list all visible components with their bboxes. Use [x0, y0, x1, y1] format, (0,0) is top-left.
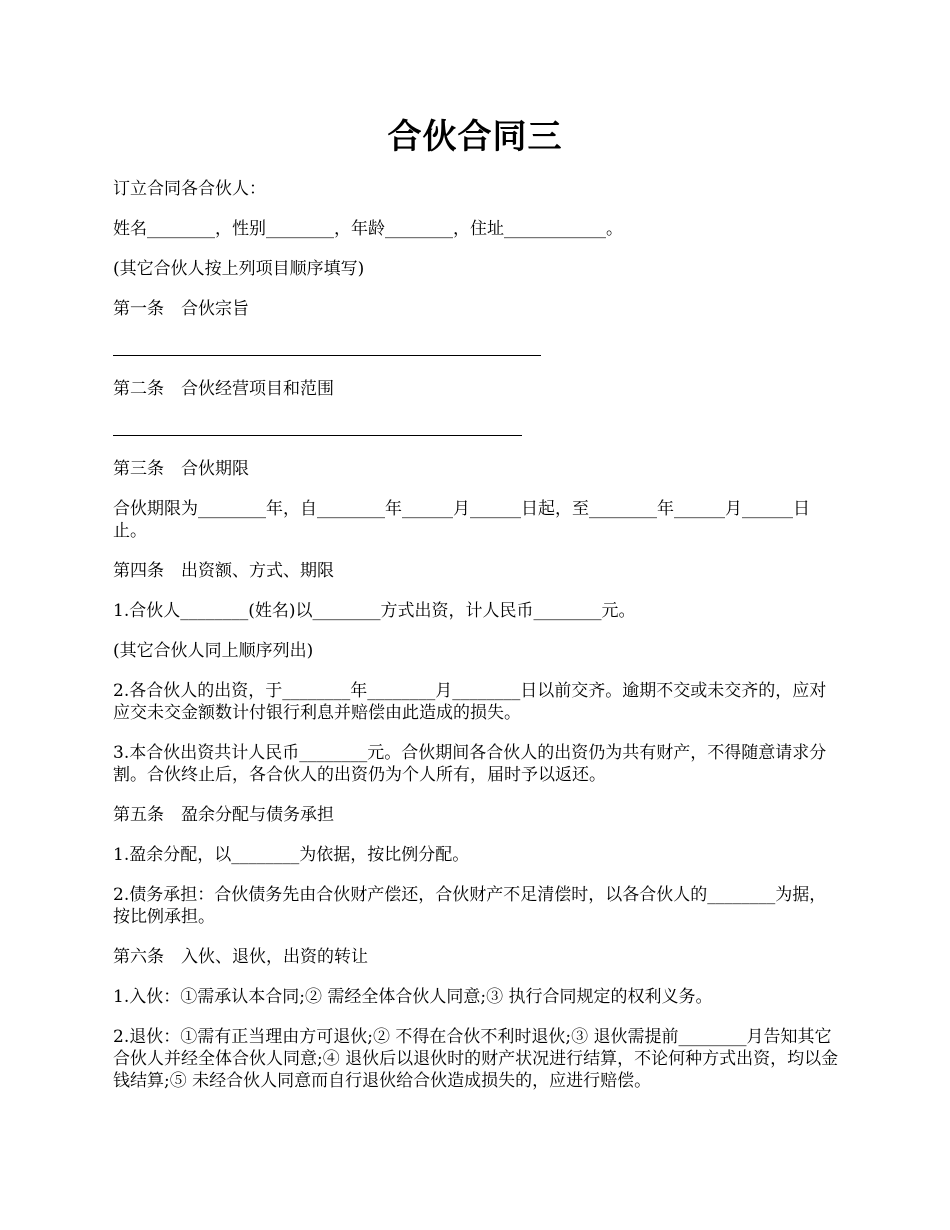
article-3-heading: 第三条 合伙期限	[113, 459, 249, 479]
joining-clause: 1.入伙：①需承认本合同;② 需经全体合伙人同意;③ 执行合同规定的权利义务。	[113, 987, 713, 1007]
party-info-line: 姓名________，性别________，年龄________，住址____________。	[113, 219, 623, 239]
article-2-blank-line	[113, 418, 840, 440]
document-title: 合伙合同三	[387, 117, 563, 157]
article-4-heading: 第四条 出资额、方式、期限	[113, 561, 334, 581]
document-body	[113, 178, 840, 1110]
debt-liability-clause: 2.债务承担：合伙债务先由合伙财产偿还，合伙财产不足清偿时，以各合伙人的________为据，按比例承担。	[113, 885, 827, 927]
other-partners-note: (其它合伙人按上列项目顺序填写)	[113, 259, 365, 279]
article-2-heading: 第二条 合伙经营项目和范围	[113, 379, 334, 399]
contribution-note: (其它合伙人同上顺序列出)	[113, 641, 314, 661]
article-1-blank-line	[113, 338, 840, 360]
article-5-heading: 第五条 盈余分配与债务承担	[113, 805, 334, 825]
parties-intro: 订立合同各合伙人：	[113, 179, 266, 199]
contribution-clause-2: 2.各合伙人的出资，于________年________月________日以前交齐。逾期不交或未交齐的，应对应交未交金额数计付银行利息并赔偿由此造成的损失。	[113, 681, 827, 723]
underline	[113, 355, 541, 356]
contribution-clause-1: 1.合伙人________(姓名)以________方式出资，计人民币________元。	[113, 601, 636, 621]
underline	[113, 435, 522, 436]
partnership-term-clause: 合伙期限为________年，自________年______月______日起，至________年______月______日止。	[113, 499, 810, 541]
article-6-heading: 第六条 入伙、退伙，出资的转让	[113, 947, 368, 967]
withdrawal-clause: 2.退伙：①需有正当理由方可退伙;② 不得在合伙不利时退伙;③ 退伙需提前________月告知其它合伙人并经全体合伙人同意;④ 退伙后以退伙时的财产状况进行结算，不论何种方式出资，均以金钱结算;⑤ 未经合伙人同意而自行退伙给合伙造成损失的，应进行赔偿。	[113, 1027, 839, 1091]
contribution-clause-3: 3.本合伙出资共计人民币________元。合伙期间各合伙人的出资仍为共有财产，不得随意请求分割。合伙终止后，各合伙人的出资仍为个人所有，届时予以返还。	[113, 743, 827, 785]
article-1-heading: 第一条 合伙宗旨	[113, 299, 249, 319]
profit-distribution-clause: 1.盈余分配，以________为依据，按比例分配。	[113, 845, 470, 865]
